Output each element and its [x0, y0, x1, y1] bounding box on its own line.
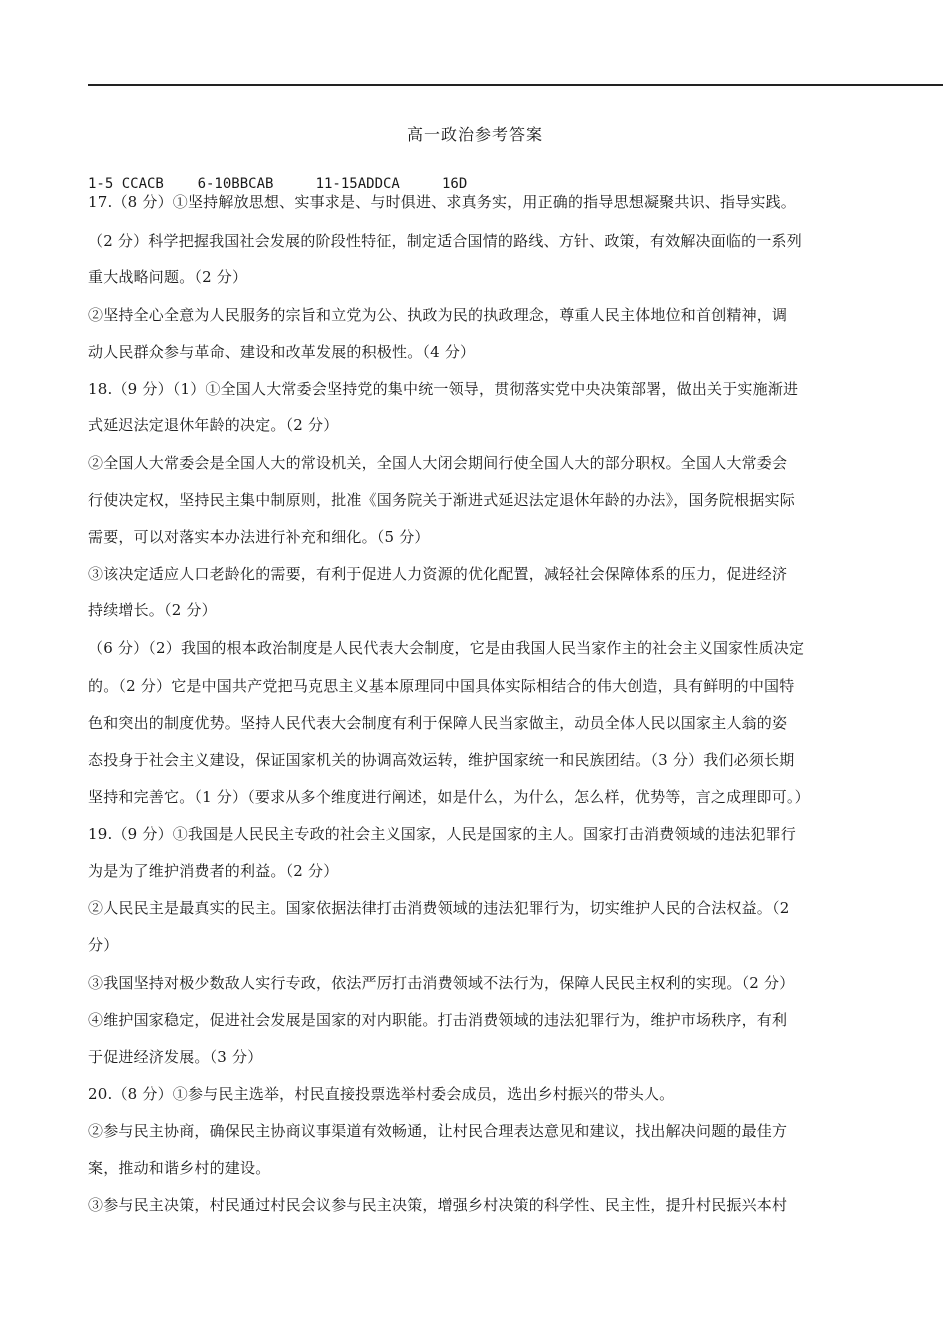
answer-line: 于促进经济发展。（3 分）	[88, 1048, 263, 1066]
answer-line: ③我国坚持对极少数敌人实行专政，依法严厉打击消费领域不法行为，保障人民民主权利的实现。（2 分）	[88, 974, 795, 992]
answer-line: 的。（2 分）它是中国共产党把马克思主义基本原理同中国具体实际相结合的伟大创造，具有鲜明的中国特	[88, 677, 795, 695]
answer-line: 需要，可以对落实本办法进行补充和细化。（5 分）	[88, 528, 430, 546]
answer-line: ④维护国家稳定，促进社会发展是国家的对内职能。打击消费领域的违法犯罪行为，维护市场秩序，有利	[88, 1011, 788, 1029]
answer-line: ③参与民主决策，村民通过村民会议参与民主决策，增强乡村决策的科学性、民主性，提升村民振兴本村	[88, 1196, 788, 1214]
answer-line: ③该决定适应人口老龄化的需要，有利于促进人力资源的优化配置，减轻社会保障体系的压力，促进经济	[88, 565, 788, 583]
answer-line: ②人民民主是最真实的民主。国家依据法律打击消费领域的违法犯罪行为，切实维护人民的合法权益。（2	[88, 899, 790, 917]
answer-line: 行使决定权，坚持民主集中制原则，批准《国务院关于渐进式延迟法定退休年龄的办法》，国务院根据实际	[88, 491, 795, 509]
answer-line: ②坚持全心全意为人民服务的宗旨和立党为公、执政为民的执政理念，尊重人民主体地位和首创精神，调	[88, 306, 788, 324]
answer-line: ②全国人大常委会是全国人大的常设机关，全国人大闭会期间行使全国人大的部分职权。全国人大常委会	[88, 454, 788, 472]
answer-line: ②参与民主协商，确保民主协商议事渠道有效畅通，让村民合理表达意见和建议，找出解决问题的最佳方	[88, 1122, 788, 1140]
answer-line: 分）	[88, 936, 119, 954]
answer-line: （6 分）（2）我国的根本政治制度是人民代表大会制度，它是由我国人民当家作主的社会主义国家性质决定	[88, 639, 805, 657]
answer-line: 坚持和完善它。（1 分）（要求从多个维度进行阐述，如是什么，为什么，怎么样，优势等，言之成理即可。）	[88, 788, 810, 806]
answer-line: （2 分）科学把握我国社会发展的阶段性特征，制定适合国情的路线、方针、政策，有效解决面临的一系列	[88, 232, 802, 250]
answer-line: 19.（9 分）①我国是人民民主专政的社会主义国家，人民是国家的主人。国家打击消费领域的违法犯罪行	[88, 825, 796, 843]
choice-answers: 1-5 CCACB 6-10BBCAB 11-15ADDCA 16D	[88, 176, 468, 192]
answer-line: 18.（9 分）（1）①全国人大常委会坚持党的集中统一领导，贯彻落实党中央决策部署，做出关于实施渐进	[88, 380, 799, 398]
answer-line: 动人民群众参与革命、建设和改革发展的积极性。（4 分）	[88, 343, 476, 361]
answer-line: 色和突出的制度优势。坚持人民代表大会制度有利于保障人民当家做主，动员全体人民以国家主人翁的姿	[88, 714, 788, 732]
answer-line: 20.（8 分）①参与民主选举，村民直接投票选举村委会成员，选出乡村振兴的带头人。	[88, 1085, 675, 1103]
page-title: 高一政治参考答案	[406, 125, 543, 144]
answer-line: 重大战略问题。（2 分）	[88, 268, 248, 286]
answer-line: 态投身于社会主义建设，保证国家机关的协调高效运转，维护国家统一和民族团结。（3 分）我们必须长期	[88, 751, 795, 769]
answer-line: 17.（8 分）①坚持解放思想、实事求是、与时俱进、求真务实，用正确的指导思想凝聚共识、指导实践。	[88, 193, 796, 211]
answer-line: 持续增长。（2 分）	[88, 601, 217, 619]
answer-line: 案，推动和谐乡村的建设。	[88, 1159, 271, 1177]
header-rule	[88, 84, 943, 86]
answer-line: 为是为了维护消费者的利益。（2 分）	[88, 862, 339, 880]
answer-line: 式延迟法定退休年龄的决定。（2 分）	[88, 416, 339, 434]
